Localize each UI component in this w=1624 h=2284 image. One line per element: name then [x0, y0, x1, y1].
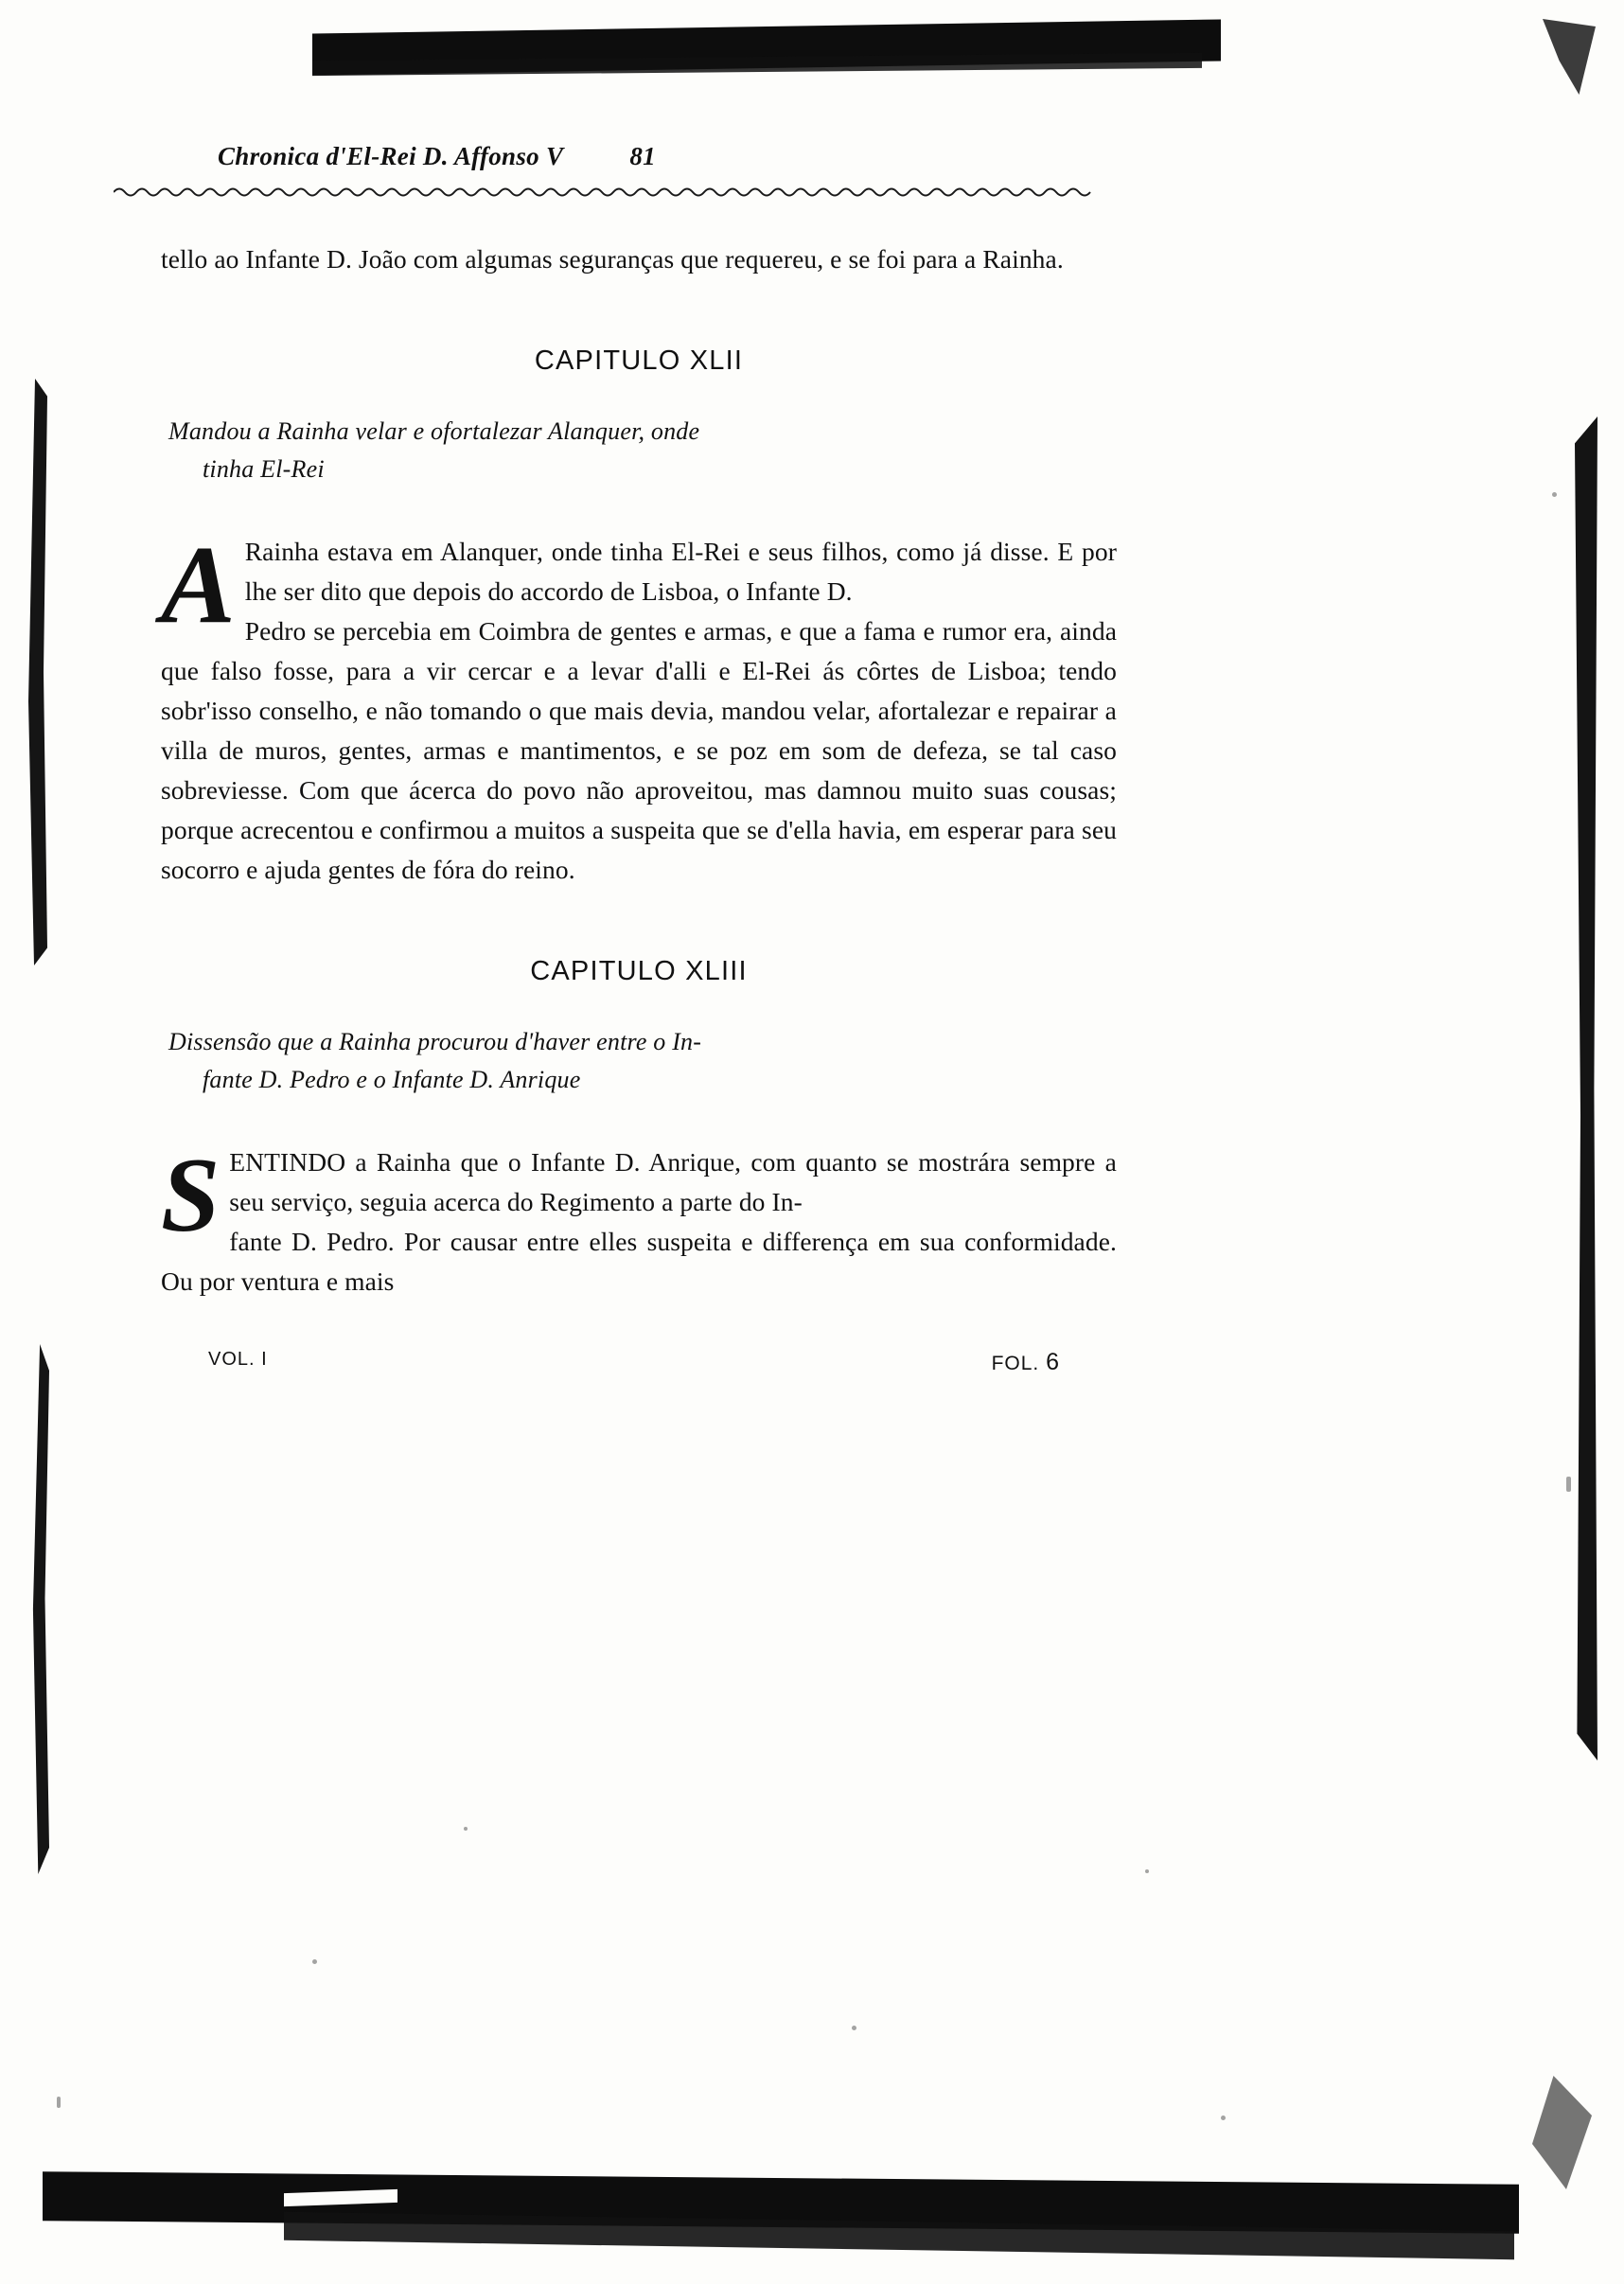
- folio-text: FOL.: [991, 1353, 1040, 1374]
- chapter-heading-xliii: CAPITULO XLIII: [530, 956, 748, 986]
- chapter-xliii-body-opening: ENTINDO a Rainha que o Infante D. Anrique, com quanto se mostrára sempre a seu serviço, seguia acerca do Regimento a parte do In-: [229, 1147, 1117, 1216]
- volume-label: VOL. I: [208, 1349, 268, 1370]
- chapter-xliii-body: [161, 1137, 1117, 1301]
- folio-number: 6: [1046, 1349, 1060, 1375]
- chapter-heading-xlii: CAPITULO XLII: [534, 345, 744, 376]
- folio-label: [992, 1349, 1060, 1376]
- scan-speck: [1145, 1869, 1149, 1873]
- drop-cap-letter: S: [161, 1137, 221, 1254]
- chapter-xlii-body-rest: Pedro se percebia em Coimbra de gentes e armas, e que a fama e rumor era, ainda que falso fosse, para a vir cercar e a levar d'alli e El-Rei ás côrtes de Lisboa; tendo sobr'isso conselho, e não tomando o que mais devia, mandou velar, afortalezar e repairar a villa de muros, gentes, armas e mantimentos, e se poz em som de defeza, se tal caso sobreviesse. Com que ácerca do povo não aproveitou, mas damnou muito suas cousas; porque acrecentou e confirmou a muitos a suspeita que se d'ella havia, em esperar para seu socorro e ajuda gentes de fóra do reino.: [161, 616, 1117, 884]
- page-number: 81: [629, 142, 656, 170]
- running-head: [161, 142, 1117, 171]
- scan-speck: [852, 2026, 856, 2030]
- scan-speck: [312, 1959, 317, 1964]
- scan-speck: [57, 2097, 61, 2108]
- chapter-subtitle-xlii: [168, 413, 1117, 488]
- wavy-rule-divider: [114, 185, 1093, 198]
- page-colophon: [161, 1349, 1117, 1376]
- scan-artifact-bottom-right-corner: [1507, 2076, 1592, 2189]
- scan-artifact-top-right-corner: [1529, 19, 1596, 95]
- chapter-subtitle-line-1: Mandou a Rainha velar e ofortalezar Alanquer, onde: [168, 417, 700, 445]
- chapter-subtitle-xliii: [168, 1023, 1117, 1099]
- opening-paragraph: tello ao Infante D. João com algumas seguranças que requereu, e se foi para a Rainha.: [161, 244, 1064, 274]
- scan-artifact-right-edge: [1575, 416, 1598, 1761]
- scan-speck: [1566, 1477, 1571, 1492]
- chapter-subtitle-line-2: fante D. Pedro e o Infante D. Anrique: [203, 1066, 581, 1093]
- scan-artifact-left-edge: [28, 379, 47, 965]
- scan-speck: [1221, 2116, 1226, 2120]
- scan-speck: [1552, 492, 1557, 497]
- scan-speck: [464, 1827, 468, 1831]
- chapter-xlii-body: [161, 522, 1117, 890]
- chapter-subtitle-line-2: tinha El-Rei: [203, 455, 325, 483]
- book-title: Chronica d'El-Rei D. Affonso V: [218, 142, 564, 170]
- drop-cap-letter: A: [161, 522, 236, 646]
- page-content: [161, 142, 1117, 1376]
- chapter-xlii-body-opening: Rainha estava em Alanquer, onde tinha El-Rei e seus filhos, como já disse. E por lhe ser dito que depois do accordo de Lisboa, o Infante D.: [244, 537, 1117, 606]
- chapter-xliii-body-rest: fante D. Pedro. Por causar entre elles suspeita e differença em sua conformidade. Ou por ventura e mais: [161, 1227, 1117, 1296]
- scan-artifact-left-edge-2: [32, 1344, 49, 1874]
- chapter-subtitle-line-1: Dissensão que a Rainha procurou d'haver entre o In-: [168, 1028, 702, 1055]
